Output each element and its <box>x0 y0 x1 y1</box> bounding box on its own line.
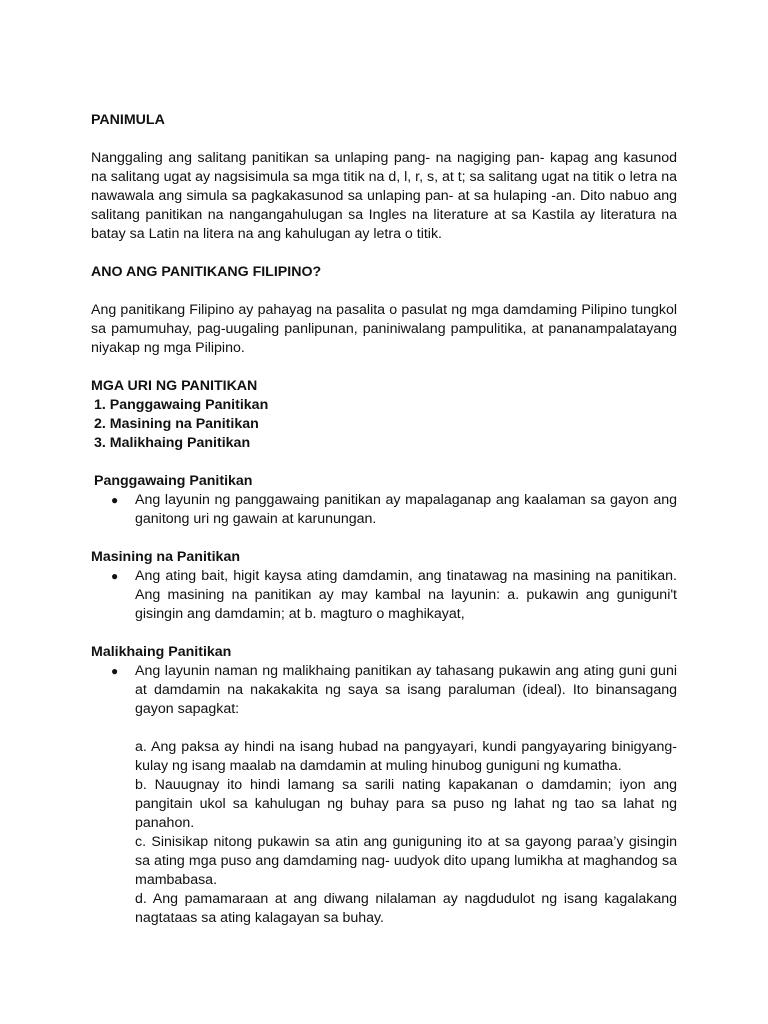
uri-list-item: 2. Masining na Panitikan <box>94 416 259 432</box>
bullet-item-panggawaing <box>91 491 677 529</box>
uri-list-item: 1. Panggawaing Panitikan <box>94 397 269 413</box>
section-title-malikhaing: Malikhaing Panitikan <box>91 644 232 660</box>
uri-list <box>91 396 677 453</box>
bullet-icon: ● <box>111 569 119 583</box>
bullet-icon: ● <box>111 664 119 678</box>
uri-list-item: 3. Malikhaing Panitikan <box>94 435 251 451</box>
paragraph-panimula: Nanggaling ang salitang panitikan sa unlaping pang- na nagiging pan- kapag ang kasunod na salitang ugat ay nagsisimula sa mga titik na d, l, r, s, at t; sa salitang ugat na titik o letra na nawawala ang simula sa pagkakasunod sa unlaping pan- at sa hulaping -an. Dito nabuo ang salitang panitikan na nangangahulugan sa Ingles na literature at sa Kastila ay literatura na batay sa Latin na litera na ang kahulugan ay letra o titik. <box>91 150 677 242</box>
heading-mga-uri: MGA URI NG PANITIKAN <box>91 378 258 394</box>
sub-item-d: d. Ang pamamaraan at ang diwang nilalaman ay nagdudulot ng isang kagalakang nagtataas sa ating kalagayan sa buhay. <box>135 891 677 926</box>
bullet-icon: ● <box>111 493 119 507</box>
heading-ano-ang-panitikang-filipino: ANO ANG PANITIKANG FILIPINO? <box>91 264 322 280</box>
bullet-item-masining <box>91 567 677 624</box>
bullet-text: Ang layunin ng panggawaing panitikan ay mapalaganap ang kaalaman sa gayon ang ganitong uri ng gawain at karunungan. <box>135 492 677 527</box>
bullet-text: Ang ating bait, higit kaysa ating damdamin, ang tinatawag na masining na panitikan. Ang masining na panitikan ay may kambal na layunin: a. pukawin ang guniguni't gisingin ang damdamin; at b. magturo o maghikayat, <box>135 568 677 622</box>
section-title-panggawaing: Panggawaing Panitikan <box>94 473 253 489</box>
heading-panimula: PANIMULA <box>91 112 165 128</box>
section-title-masining: Masining na Panitikan <box>91 549 240 565</box>
sub-item-b: b. Nauugnay ito hindi lamang sa sarili nating kapakanan o damdamin; iyon ang pangitain ukol sa kahulugan ng buhay para sa puso ng lahat ng tao sa lahat ng panahon. <box>135 777 677 831</box>
sub-item-c: c. Sinisikap nitong pukawin sa atin ang guniguning ito at sa gayong paraa’y gisingin sa ating mga puso ang damdaming nag- uudyok dito upang lumikha at maghandog sa mambabasa. <box>135 834 677 888</box>
paragraph-panitikang-filipino: Ang panitikang Filipino ay pahayag na pasalita o pasulat ng mga damdaming Pilipino tungkol sa pamumuhay, pag-uugaling panlipunan, paniniwalang pampulitika, at pananampalatayang niyakap ng mga Pilipino. <box>91 302 677 356</box>
document-body <box>91 111 677 928</box>
bullet-item-malikhaing <box>91 662 677 719</box>
bullet-text: Ang layunin naman ng malikhaing panitikan ay tahasang pukawin ang ating guni guni at damdamin na nakakakita ng saya sa isang paraluman (ideal). Ito binansagang gayon sapagkat: <box>135 663 677 717</box>
sub-item-a: a. Ang paksa ay hindi na isang hubad na pangyayari, kundi pangyayaring binigyang-kulay ng isang maalab na damdamin at muling hinubog guniguni ng kumatha. <box>135 739 677 774</box>
